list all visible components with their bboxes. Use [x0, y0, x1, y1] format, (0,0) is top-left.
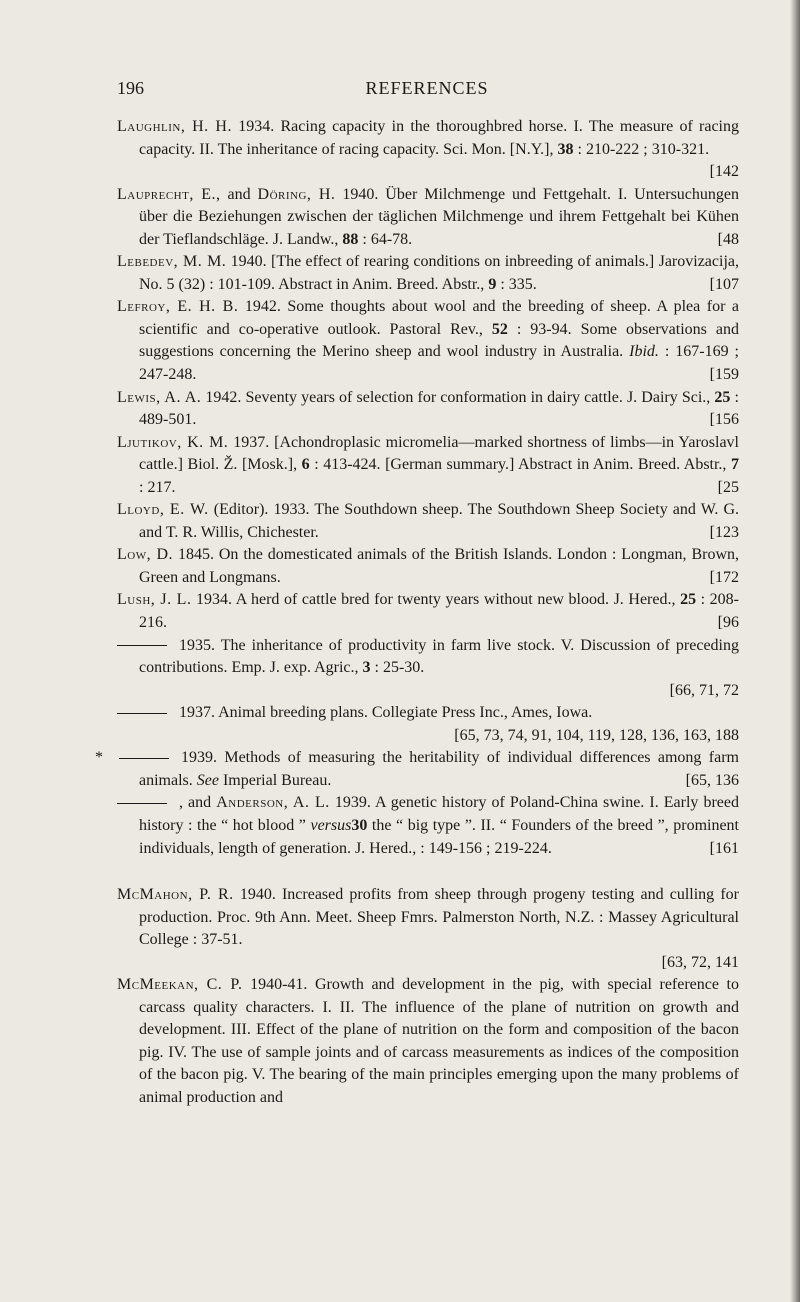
reference-entry: [117, 635, 739, 703]
ditto-dash: [117, 645, 167, 646]
reference-page-cite: [66, 71, 72: [669, 681, 739, 699]
reference-text: 1845. On the domesticated animals of the British Islands. London : Longman, Brown, Green and Longmans.: [139, 546, 739, 586]
reference-text: 1940. [The effect of rearing conditions on inbreeding of animals.] Jarovizacija, No. 5 (32) : 101-109. Abstract in Anim. Breed. Abstr.,: [139, 253, 740, 293]
reference-volume: 25: [680, 591, 697, 609]
reference-text: the “ big type ”. II. “ Founders of the breed ”, prominent individuals, length of generation. J. Hered.,: [139, 816, 739, 857]
reference-text: 1934. Racing capacity in the thoroughbred horse. I. The measure of racing capacity. II. The inheritance of racing capacity. Sci. Mon. [N.Y.],: [139, 118, 740, 158]
reference-italic: See: [196, 771, 219, 789]
reference-page-cite: [161: [709, 839, 739, 857]
reference-text: 1939. Methods of measuring the heritability of individual differences among farm animals.: [139, 749, 739, 789]
reference-author: Lauprecht, E.,: [117, 185, 221, 203]
reference-author: Lloyd, E. W.: [117, 501, 209, 519]
reference-text: : 217.: [139, 478, 176, 496]
reference-page-cite: [25: [717, 478, 739, 496]
reference-author: McMahon, P. R.: [117, 886, 234, 904]
reference-entry: [117, 974, 739, 1109]
reference-text: 1937. [Achondroplasic micromelia—marked shortness of limbs—in Yaroslavl cattle.] Biol. Ž. [Mosk.],: [139, 433, 739, 474]
reference-volume: 52: [491, 320, 508, 338]
reference-volume: 88: [342, 230, 359, 248]
reference-author: Lush, J. L.: [117, 591, 192, 609]
reference-entry: [117, 184, 739, 252]
reference-volume: 38: [557, 140, 574, 158]
reference-text: 1937. Animal breeding plans. Collegiate Press Inc., Ames, Iowa.: [179, 704, 593, 722]
reference-author: Ljutikov, K. M.: [117, 433, 229, 451]
reference-page-cite: [63, 72, 141: [661, 953, 739, 971]
reference-list: [95, 116, 740, 1110]
reference-text: : 93-94. Some observations and suggestions concerning the Merino sheep and wool industry in Australia.: [139, 320, 739, 361]
reference-volume: 9: [488, 275, 497, 293]
reference-text: : 413-424. [German summary.] Abstract in Anim. Breed. Abstr.,: [309, 456, 731, 474]
reference-volume: 25: [714, 388, 731, 406]
reference-entry: * 1939. Methods of measuring the heritability of individual differences among farm animals. See Imperial Bureau. [65, 136: [117, 747, 739, 792]
reference-coauthor: Döring, H.: [257, 185, 336, 203]
reference-page-cite: [65, 73, 74, 91, 104, 119, 128, 136, 163, 188: [454, 726, 739, 744]
reference-text: 1939. A genetic history of Poland-China swine. I. Early breed history : the “ hot blood ”: [139, 794, 740, 834]
reference-text: : 167-169 ; 247-248.: [139, 343, 740, 384]
reference-entry: [117, 589, 739, 634]
reference-text: 1935. The inheritance of productivity in farm live stock. V. Discussion of preceding contributions. Emp. J. exp. Agric.,: [139, 636, 739, 677]
reference-author: Lewis, A. A.: [117, 388, 202, 406]
reference-text: : 335.: [496, 275, 537, 293]
running-head: [117, 78, 737, 104]
reference-entry: [117, 116, 739, 184]
reference-author: Low, D.: [117, 546, 174, 564]
reference-entry: [117, 544, 739, 589]
reference-coauthor: Anderson, A. L.: [216, 794, 330, 812]
page-edge-shadow: [790, 0, 800, 1302]
reference-page-cite: [123: [709, 523, 739, 541]
running-title: REFERENCES: [365, 78, 489, 98]
reference-italic: versus: [310, 816, 352, 834]
reference-italic: Ibid.: [629, 343, 659, 361]
reference-page-cite: [172: [709, 568, 739, 586]
reference-entry: [117, 387, 739, 432]
reference-page-cite: [48: [717, 230, 739, 248]
reference-text: : 208-216.: [139, 591, 739, 632]
reference-text: 1940. Über Milchmenge und Fettgehalt. I. Untersuchungen über die Beziehungen zwischen der täglichen Milchmenge und ihrem Fettgehalt bei Kühen der Tieflandschläge. J. Landw.,: [139, 185, 739, 248]
reference-volume: 3: [362, 659, 371, 677]
reference-text: (Editor). 1933. The Southdown sheep. The Southdown Sheep Society and W. G. and T. R. Willis, Chichester.: [139, 501, 740, 541]
ditto-dash: [117, 803, 167, 804]
reference-text: : 149-156 ; 219-224.: [420, 839, 552, 857]
reference-author: Lebedev, M. M.: [117, 253, 227, 271]
ditto-dash: [117, 713, 167, 714]
reference-text: 1942. Seventy years of selection for conformation in dairy cattle. J. Dairy Sci.,: [201, 388, 715, 406]
reference-entry: [117, 884, 739, 974]
reference-volume: 7: [731, 456, 739, 474]
reference-text: 1934. A herd of cattle bred for twenty years without new blood. J. Hered.,: [191, 591, 681, 609]
reference-text: : 64-78.: [358, 230, 413, 248]
reference-page-cite: [142: [709, 163, 739, 181]
reference-text: : 210-222 ; 310-321.: [573, 140, 710, 158]
reference-text: : 25-30.: [370, 659, 425, 677]
reference-text: 1940. Increased profits from sheep through progeny testing and culling for production. Proc. 9th Ann. Meet. Sheep Fmrs. Palmerston North, N.Z. : Massey Agricultural College : 37-51.: [139, 886, 739, 949]
reference-entry: [117, 251, 739, 296]
reference-page-cite: [65, 136: [685, 771, 739, 789]
reference-text: 1940-41. Growth and development in the pig, with special reference to carcass quality characters. I. II. The influence of the plane of nutrition on growth and development. III. Effect of the plane of nutrition on the form and composition of the bacon pig. IV. The use of sample joints and of carcass measurements as indices of the composition of the bacon pig. V. The bearing of the main principles emerging upon the many problems of animal production and: [139, 976, 740, 1106]
reference-volume: 6: [301, 456, 310, 474]
reference-entry: [117, 432, 739, 500]
reference-entry: [117, 792, 739, 860]
reference-page-cite: [159: [709, 366, 739, 384]
reference-author: Lefroy, E. H. B.: [117, 298, 239, 316]
reference-text: and: [220, 185, 258, 203]
reference-entry: [117, 296, 739, 386]
reference-page-cite: [156: [709, 411, 739, 429]
reference-entry: [117, 702, 739, 747]
ditto-dash: [119, 758, 169, 759]
page-number: 196: [117, 78, 144, 98]
reference-text: : 489-501.: [139, 388, 739, 429]
reference-author: Laughlin, H. H.: [117, 118, 232, 135]
reference-page-cite: [107: [709, 275, 739, 293]
reference-text: , and: [179, 794, 217, 812]
reference-text: Imperial Bureau.: [218, 771, 332, 789]
reference-page-cite: [96: [717, 614, 739, 632]
reference-author: McMeekan, C. P.: [117, 976, 243, 994]
reference-volume: 30: [351, 816, 368, 834]
reference-entry: [117, 499, 739, 544]
reference-text: 1942. Some thoughts about wool and the breeding of sheep. A plea for a scientific and co-operative outlook. Pastoral Rev.,: [139, 298, 740, 338]
